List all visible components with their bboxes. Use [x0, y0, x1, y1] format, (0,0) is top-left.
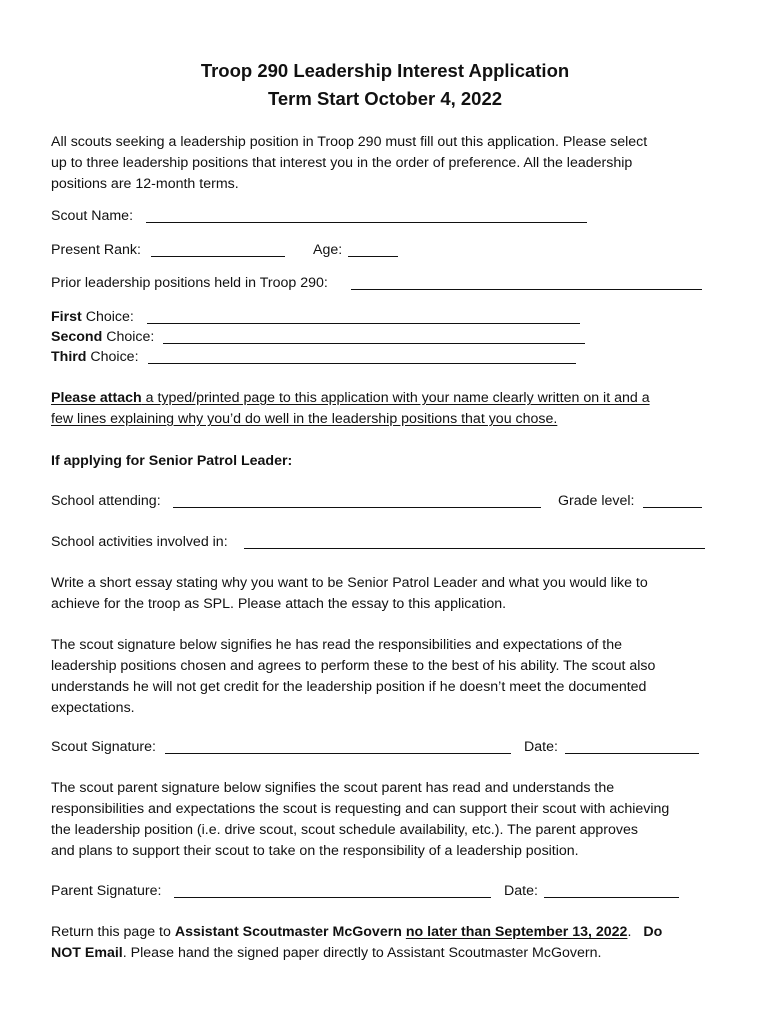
please-attach-bold: Please attach: [51, 390, 142, 406]
parent-signature-row: [51, 881, 683, 901]
school-activities-row: [51, 532, 709, 552]
return-period: .: [627, 924, 636, 940]
spl-heading: [51, 451, 711, 472]
second-word: Second: [51, 329, 103, 345]
prior-positions-label: Prior leadership positions held in Troop 290:: [51, 275, 328, 291]
scout-statement-line-3: understands he will not get credit for the leadership position if he doesn’t meet the documented: [51, 679, 647, 695]
scout-statement-line-4: expectations.: [51, 700, 135, 716]
parent-signature-field[interactable]: [174, 897, 491, 898]
third-choice-field[interactable]: [148, 363, 576, 364]
parent-date-label: Date:: [504, 883, 538, 899]
scout-date-field[interactable]: [565, 753, 699, 754]
third-word: Third: [51, 349, 87, 365]
attach-line-1-rest: a typed/printed page to this application with your name clearly written on it and a: [141, 390, 650, 406]
scout-signature-row: [51, 737, 703, 757]
scout-name-field[interactable]: [146, 222, 587, 223]
prior-positions-field[interactable]: [351, 289, 702, 290]
school-grade-row: [51, 491, 706, 511]
second-choice-label: [51, 327, 154, 347]
attach-instructions: [51, 388, 711, 430]
intro-paragraph: [51, 132, 711, 195]
attach-line-1: [51, 388, 711, 409]
school-attending-field[interactable]: [173, 507, 541, 508]
parent-signature-label: Parent Signature:: [51, 883, 162, 899]
essay-line-1: Write a short essay stating why you want to be Senior Patrol Leader and what you would like to: [51, 575, 648, 591]
grade-level-label: Grade level:: [558, 493, 635, 509]
scout-signature-label: Scout Signature:: [51, 739, 156, 755]
essay-instructions: [51, 573, 711, 615]
first-word: First: [51, 309, 82, 325]
present-rank-field[interactable]: [151, 256, 285, 257]
age-field[interactable]: [348, 256, 398, 257]
third-choice-label: [51, 347, 139, 367]
second-choice-field[interactable]: [163, 343, 585, 344]
parent-statement-line-2: responsibilities and expectations the scout is requesting and can support their scout with achieving: [51, 801, 670, 817]
do-bold: Do: [643, 924, 663, 940]
school-activities-label: School activities involved in:: [51, 534, 228, 550]
second-choice-row: [51, 327, 591, 347]
deadline-bold-underlined: no later than September 13, 2022: [405, 924, 628, 940]
present-rank-label: Present Rank:: [51, 242, 141, 258]
school-attending-label: School attending:: [51, 493, 161, 509]
scout-date-label: Date:: [524, 739, 558, 755]
parent-statement-line-3: the leadership position (i.e. drive scout, scout schedule availability, etc.). The parent approves: [51, 822, 638, 838]
parent-statement: [51, 778, 711, 862]
hand-delivery-text: . Please hand the signed paper directly to Assistant Scoutmaster McGovern.: [122, 945, 602, 961]
term-start-subtitle: Term Start October 4, 2022: [267, 88, 503, 109]
return-instructions: [51, 922, 711, 964]
scout-name-label: Scout Name:: [51, 208, 134, 224]
asm-name-bold: Assistant Scoutmaster McGovern: [174, 924, 402, 940]
age-label: Age:: [313, 242, 343, 258]
intro-line-1: All scouts seeking a leadership position in Troop 290 must fill out this application. Please select: [51, 134, 648, 150]
parent-statement-line-1: The scout parent signature below signifies the scout parent has read and understands the: [51, 780, 615, 796]
scout-statement-line-2: leadership positions chosen and agrees to perform these to the best of his ability. The scout also: [51, 658, 656, 674]
parent-statement-line-4: and plans to support their scout to take on the responsibility of a leadership position.: [51, 843, 579, 859]
choice-suffix: Choice:: [102, 329, 155, 345]
rank-age-row: [51, 240, 401, 260]
intro-line-2: up to three leadership positions that interest you in the order of preference. All the leadership: [51, 155, 633, 171]
scout-statement-line-1: The scout signature below signifies he has read the responsibilities and expectations of the: [51, 637, 622, 653]
essay-line-2: achieve for the troop as SPL. Please attach the essay to this application.: [51, 596, 507, 612]
choice-suffix: Choice:: [81, 309, 134, 325]
intro-line-3: positions are 12-month terms.: [51, 176, 239, 192]
parent-date-field[interactable]: [544, 897, 679, 898]
form-title: Troop 290 Leadership Interest Application: [200, 60, 570, 81]
third-choice-row: [51, 347, 581, 367]
return-line-1: [51, 922, 711, 943]
school-activities-field[interactable]: [244, 548, 705, 549]
spl-heading-text: If applying for Senior Patrol Leader:: [51, 453, 293, 469]
first-choice-label: [51, 307, 134, 327]
return-text: Return this page to: [51, 924, 175, 940]
choice-suffix: Choice:: [86, 349, 139, 365]
scout-signature-field[interactable]: [165, 753, 511, 754]
grade-level-field[interactable]: [643, 507, 702, 508]
first-choice-row: [51, 307, 586, 327]
scout-statement: [51, 635, 711, 719]
scout-name-row: [51, 206, 591, 226]
attach-line-2: few lines explaining why you’d do well in the leadership positions that you chose.: [51, 411, 558, 427]
first-choice-field[interactable]: [147, 323, 580, 324]
prior-positions-row: [51, 273, 706, 293]
return-line-2: [51, 943, 711, 964]
not-email-bold: NOT Email: [51, 945, 123, 961]
